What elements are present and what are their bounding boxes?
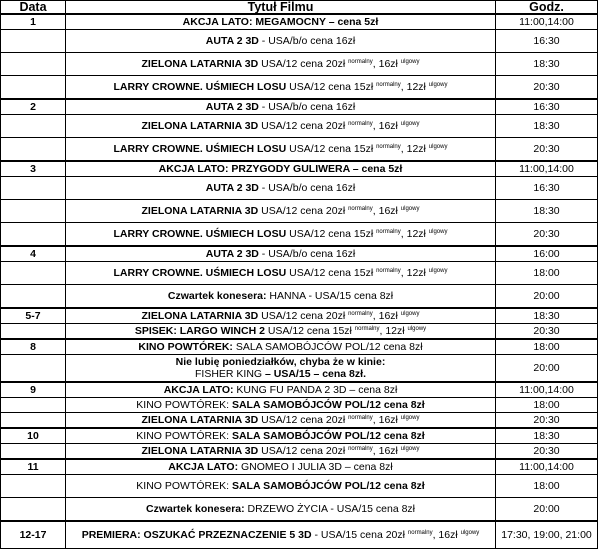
title-text: ZIELONA LATARNIA 3D (141, 310, 259, 322)
table-row (1, 339, 598, 355)
title-text: USA/12 cena 15zł (264, 325, 355, 337)
cell-title (66, 498, 496, 522)
table-row (1, 161, 598, 177)
cell-time: 18:00 (496, 398, 598, 413)
cell-date (1, 115, 66, 138)
price-note: ulgowy (428, 229, 448, 235)
title-text: , 12zł (400, 143, 429, 155)
cell-date (1, 324, 66, 340)
title-text: KUNG FU PANDA 2 3D – cena 8zł (233, 384, 398, 396)
cell-date (1, 200, 66, 223)
title-text: SALA SAMOBÓJCÓW POL/12 cena 8zł (231, 399, 425, 411)
title-text: - USA/b/o cena 16zł (258, 248, 356, 260)
table-row (1, 138, 598, 162)
table-row (1, 285, 598, 309)
schedule-body (1, 14, 598, 549)
cell-time: 11:00,14:00 (496, 161, 598, 177)
cell-date (1, 355, 66, 383)
title-text: AUTA 2 3D (205, 248, 259, 260)
title-text: - USA/b/o cena 16zł (258, 101, 356, 113)
title-text: KINO POWTÓREK: (136, 399, 232, 411)
cell-title (66, 30, 496, 53)
title-text: USA/12 cena 20zł (258, 414, 349, 426)
title-text: USA/12 cena 15zł (286, 228, 377, 240)
cell-date: 2 (1, 99, 66, 115)
table-row (1, 76, 598, 100)
cell-date: 5-7 (1, 308, 66, 324)
cell-date (1, 413, 66, 429)
cell-title (66, 285, 496, 309)
cell-time: 18:30 (496, 308, 598, 324)
cell-title (66, 521, 496, 549)
cell-date (1, 444, 66, 460)
table-row (1, 14, 598, 30)
price-note: ulgowy (400, 446, 420, 452)
cell-time: 20:30 (496, 138, 598, 162)
price-note: ulgowy (400, 121, 420, 127)
title-text: AKCJA LATO: MEGAMOCNY – cena 5zł (182, 16, 379, 28)
cell-title (66, 138, 496, 162)
title-text: DRZEWO ŻYCIA - USA/15 cena 8zł (244, 503, 416, 515)
table-row (1, 355, 598, 383)
title-text: SALA SAMOBÓJCÓW POL/12 cena 8zł (232, 341, 423, 353)
cell-date (1, 30, 66, 53)
title-text: LARRY CROWNE. UŚMIECH LOSU (113, 228, 287, 240)
title-text: USA/12 cena 20zł (258, 205, 349, 217)
cell-time: 20:30 (496, 324, 598, 340)
price-note: normalny (348, 59, 373, 65)
price-note: normalny (348, 206, 373, 212)
cell-title (66, 76, 496, 100)
cell-date: 8 (1, 339, 66, 355)
price-note: ulgowy (428, 82, 448, 88)
cell-date: 4 (1, 246, 66, 262)
cell-title (66, 398, 496, 413)
title-text: , 12zł (379, 325, 408, 337)
title-text: USA/12 cena 15zł (286, 267, 377, 279)
cell-title (66, 246, 496, 262)
price-note: ulgowy (460, 530, 480, 536)
title-text: , 12zł (400, 228, 429, 240)
title-text: Czwartek konesera: (167, 290, 267, 302)
title-text: KINO POWTÓREK: (136, 430, 232, 442)
cell-title (66, 53, 496, 76)
title-text: LARRY CROWNE. UŚMIECH LOSU (113, 143, 287, 155)
cell-time: 18:30 (496, 428, 598, 444)
cell-date (1, 398, 66, 413)
cell-title (66, 177, 496, 200)
title-text: KINO POWTÓREK: (136, 480, 232, 492)
title-text: HANNA - USA/15 cena 8zł (266, 290, 394, 302)
column-header-time: Godz. (496, 1, 598, 15)
title-text: USA/12 cena 15zł (286, 143, 377, 155)
cell-date: 10 (1, 428, 66, 444)
price-note: normalny (407, 530, 433, 536)
cell-time: 16:30 (496, 30, 598, 53)
title-text: AKCJA LATO: PRZYGODY GULIWERA – cena 5zł (158, 163, 403, 175)
title-text: AUTA 2 3D (205, 101, 259, 113)
cell-time: 20:00 (496, 498, 598, 522)
cell-title (66, 324, 496, 340)
title-text: ZIELONA LATARNIA 3D (141, 120, 259, 132)
cell-date: 9 (1, 382, 66, 398)
title-text: USA/12 cena 20zł (258, 58, 349, 70)
title-text: LARRY CROWNE. UŚMIECH LOSU (113, 267, 287, 279)
table-row (1, 459, 598, 475)
title-text: AKCJA LATO: (168, 461, 239, 473)
title-text: ZIELONA LATARNIA 3D (141, 445, 259, 457)
title-text: AUTA 2 3D (205, 182, 259, 194)
cell-date: 11 (1, 459, 66, 475)
title-text: , 16zł (372, 310, 401, 322)
title-text: - USA/15 cena 20zł (311, 529, 408, 541)
cell-title (66, 413, 496, 429)
table-row (1, 246, 598, 262)
cell-date (1, 177, 66, 200)
title-text: , 16zł (432, 529, 461, 541)
cell-date (1, 262, 66, 285)
price-note: ulgowy (400, 311, 420, 317)
title-text: ZIELONA LATARNIA 3D (141, 205, 259, 217)
cell-title (66, 223, 496, 247)
table-row (1, 428, 598, 444)
cell-time: 18:00 (496, 339, 598, 355)
price-note: normalny (348, 415, 373, 421)
cell-title (66, 99, 496, 115)
column-header-date: Data (1, 1, 66, 15)
title-text: USA/12 cena 20zł (258, 445, 349, 457)
title-text: Nie lubię poniedziałków, chyba że w kinie: (175, 356, 386, 368)
cell-time: 16:30 (496, 177, 598, 200)
price-note: normalny (376, 144, 401, 150)
title-text: USA/12 cena 20zł (258, 310, 349, 322)
title-text: AKCJA LATO: (163, 384, 234, 396)
table-row (1, 177, 598, 200)
title-text: SPISEK: LARGO WINCH 2 (134, 325, 265, 337)
title-text: KINO POWTÓREK: (138, 341, 233, 353)
table-row (1, 262, 598, 285)
cell-time: 20:00 (496, 285, 598, 309)
cell-time: 11:00,14:00 (496, 14, 598, 30)
price-note: ulgowy (407, 326, 427, 332)
cell-time: 20:30 (496, 413, 598, 429)
title-text: , 16zł (372, 414, 401, 426)
cell-time: 18:00 (496, 262, 598, 285)
table-row (1, 30, 598, 53)
table-row (1, 324, 598, 340)
column-header-title: Tytuł Filmu (66, 1, 496, 15)
price-note: normalny (348, 121, 373, 127)
title-text: USA/12 cena 15zł (286, 81, 377, 93)
title-text: ZIELONA LATARNIA 3D (141, 58, 259, 70)
table-row (1, 53, 598, 76)
cell-time: 20:00 (496, 355, 598, 383)
cell-title (66, 115, 496, 138)
cell-time: 20:30 (496, 76, 598, 100)
price-note: ulgowy (428, 144, 448, 150)
cell-time: 11:00,14:00 (496, 382, 598, 398)
table-header-row (1, 1, 598, 15)
table-row (1, 200, 598, 223)
table-row (1, 382, 598, 398)
cell-title (66, 382, 496, 398)
cell-date: 3 (1, 161, 66, 177)
title-text: Czwartek konesera: (145, 503, 245, 515)
cell-time: 16:00 (496, 246, 598, 262)
price-note: normalny (376, 229, 401, 235)
cell-date (1, 475, 66, 498)
title-text: , 16zł (372, 205, 401, 217)
price-note: normalny (376, 82, 401, 88)
title-text: LARRY CROWNE. UŚMIECH LOSU (113, 81, 287, 93)
title-text: USA/12 cena 20zł (258, 120, 349, 132)
title-text: ZIELONA LATARNIA 3D (141, 414, 259, 426)
cell-time: 18:30 (496, 200, 598, 223)
table-row (1, 99, 598, 115)
title-text: FISHER KING (195, 368, 263, 380)
cell-title (66, 308, 496, 324)
price-note: ulgowy (400, 206, 420, 212)
cell-title (66, 428, 496, 444)
price-note: normalny (354, 326, 380, 332)
cell-date: 12-17 (1, 521, 66, 549)
cell-title (66, 459, 496, 475)
title-text: – USA/15 – cena 8zł. (262, 368, 366, 380)
cell-title (66, 444, 496, 460)
table-row (1, 413, 598, 429)
cell-time: 11:00,14:00 (496, 459, 598, 475)
table-row (1, 223, 598, 247)
cell-title (66, 339, 496, 355)
cell-date (1, 53, 66, 76)
title-text: GNOMEO I JULIA 3D – cena 8zł (238, 461, 393, 473)
cell-time: 17:30, 19:00, 21:00 (496, 521, 598, 549)
price-note: normalny (376, 268, 401, 274)
cell-title (66, 475, 496, 498)
cell-time: 16:30 (496, 99, 598, 115)
table-row (1, 498, 598, 522)
title-text: - USA/b/o cena 16zł (258, 182, 356, 194)
title-text: SALA SAMOBÓJCÓW POL/12 cena 8zł (231, 430, 425, 442)
table-row (1, 475, 598, 498)
title-text: , 16zł (372, 445, 401, 457)
cell-time: 18:30 (496, 115, 598, 138)
title-text: - USA/b/o cena 16zł (258, 35, 356, 47)
cell-title (66, 200, 496, 223)
price-note: normalny (348, 446, 373, 452)
cell-date (1, 138, 66, 162)
price-note: ulgowy (400, 59, 420, 65)
title-text: , 12zł (400, 267, 429, 279)
cell-date: 1 (1, 14, 66, 30)
cell-title (66, 14, 496, 30)
cell-date (1, 76, 66, 100)
table-row (1, 115, 598, 138)
title-text: AUTA 2 3D (205, 35, 259, 47)
title-text: , 12zł (400, 81, 429, 93)
price-note: normalny (348, 311, 373, 317)
cell-title (66, 161, 496, 177)
cell-date (1, 223, 66, 247)
table-row (1, 308, 598, 324)
table-row (1, 398, 598, 413)
cell-title (66, 262, 496, 285)
cell-time: 20:30 (496, 444, 598, 460)
table-row (1, 444, 598, 460)
price-note: ulgowy (428, 268, 448, 274)
cell-date (1, 498, 66, 522)
cell-time: 18:30 (496, 53, 598, 76)
table-row (1, 521, 598, 549)
title-text: , 16zł (372, 58, 401, 70)
cell-date (1, 285, 66, 309)
title-text: PREMIERA: OSZUKAĆ PRZEZNACZENIE 5 3D (81, 529, 312, 541)
cell-time: 20:30 (496, 223, 598, 247)
title-text: , 16zł (372, 120, 401, 132)
price-note: ulgowy (400, 415, 420, 421)
cell-time: 18:00 (496, 475, 598, 498)
cell-title (66, 355, 496, 383)
title-text: SALA SAMOBÓJCÓW POL/12 cena 8zł (231, 480, 425, 492)
